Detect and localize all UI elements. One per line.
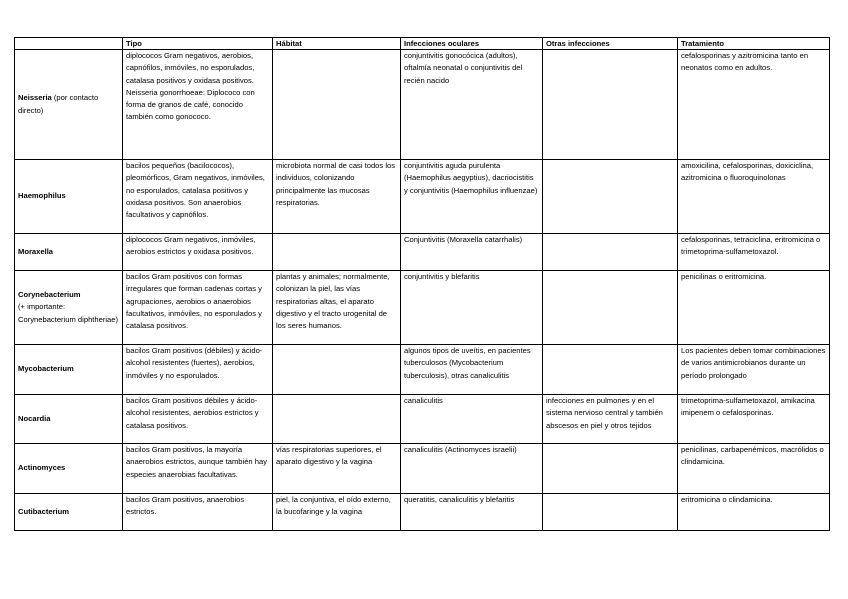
otras-cell <box>543 494 678 531</box>
habitat-cell <box>273 50 401 160</box>
tipo-cell: bacilos pequeños (bacilococos), pleomórficos, Gram negativos, inmóviles, no esporulados, catalasa positivos y oxidasa positivos. Son anaerobios facultativos y capnófilos. <box>123 160 273 234</box>
oculares-cell: queratitis, canaliculitis y blefaritis <box>401 494 543 531</box>
tipo-cell: bacilos Gram positivos débiles y ácido-alcohol resistentes, aerobios estrictos y catalasa positivos. <box>123 395 273 444</box>
oculares-cell: conjuntivitis gonocócica (adultos), oftalmía neonatal o conjuntivitis del recién nacido <box>401 50 543 160</box>
bacteria-name: Corynebacterium <box>18 290 81 300</box>
header-habitat: Hábitat <box>273 38 401 50</box>
otras-cell <box>543 345 678 395</box>
habitat-cell: microbiota normal de casi todos los individuos, colonizando principalmente las mucosas respiratorias. <box>273 160 401 234</box>
bacteria-name-cell <box>15 395 123 444</box>
habitat-cell: plantas y animales; normalmente, colonizan la piel, las vías respiratorias altas, el aparato digestivo y el tracto urogenital de los seres humanos. <box>273 271 401 345</box>
table-row <box>15 160 830 234</box>
tratamiento-cell: amoxicilina, cefalosporinas, doxiciclina, azitromicina o fluoroquinolonas <box>678 160 830 234</box>
otras-cell <box>543 234 678 271</box>
tipo-extra-text: Neisseria gonorrhoeae: Diplococo con forma de granos de café, conocido también como gonococo. <box>126 87 255 122</box>
oculares-cell: canaliculitis (Actinomyces israelii) <box>401 444 543 494</box>
bacteria-name-cell <box>15 345 123 395</box>
table-row <box>15 271 830 345</box>
tratamiento-cell: penicilinas, carbapenémicos, macrólidos o clindamicina. <box>678 444 830 494</box>
bacteria-table <box>14 37 830 531</box>
tipo-cell: diplococos Gram negativos, inmóviles, aerobios estrictos y oxidasa positivos. <box>123 234 273 271</box>
header-empty <box>15 38 123 50</box>
habitat-cell <box>273 345 401 395</box>
tipo-cell: bacilos Gram positivos (débiles) y ácido-alcohol resistentes (fuertes), aerobios, inmóviles y no esporulados. <box>123 345 273 395</box>
oculares-cell: canaliculitis <box>401 395 543 444</box>
tipo-cell <box>123 50 273 160</box>
tratamiento-cell: cefalosporinas, tetraciclina, eritromicina o trimetoprima-sulfametoxazol. <box>678 234 830 271</box>
otras-cell: infecciones en pulmones y en el sistema nervioso central y también abscesos en piel y otros tejidos <box>543 395 678 444</box>
table-row <box>15 234 830 271</box>
oculares-cell: algunos tipos de uveítis, en pacientes tuberculosos (Mycobacterium tuberculosis), otras canaliculitis <box>401 345 543 395</box>
bacteria-name: Nocardia <box>18 413 51 423</box>
tratamiento-cell: Los pacientes deben tomar combinaciones de varios antimicrobianos durante un período prolongado <box>678 345 830 395</box>
table-row <box>15 494 830 531</box>
bacteria-name-cell <box>15 444 123 494</box>
header-otras-infecciones: Otras infecciones <box>543 38 678 50</box>
otras-cell <box>543 160 678 234</box>
otras-cell <box>543 50 678 160</box>
table-row <box>15 50 830 160</box>
habitat-cell <box>273 395 401 444</box>
tratamiento-cell: cefalosporinas y azitromicina tanto en neonatos como en adultos. <box>678 50 830 160</box>
bacteria-name: Neisseria <box>18 93 52 103</box>
header-tratamiento: Tratamiento <box>678 38 830 50</box>
habitat-cell: piel, la conjuntiva, el oído externo, la bucofaringe y la vagina <box>273 494 401 531</box>
habitat-cell <box>273 234 401 271</box>
bacteria-name: Actinomyces <box>18 463 66 473</box>
oculares-cell: conjuntivitis aguda purulenta (Haemophilus aegyptius), dacriocistitis y conjuntivitis (Haemophilus influenzae) <box>401 160 543 234</box>
bacteria-name: Moraxella <box>18 246 54 256</box>
otras-cell <box>543 444 678 494</box>
bacteria-name-cell <box>15 160 123 234</box>
tratamiento-cell: trimetoprima-sulfametoxazol, amikacina imipenem o cefalosporinas. <box>678 395 830 444</box>
tratamiento-cell: eritromicina o clindamicina. <box>678 494 830 531</box>
header-infecciones-oculares: Infecciones oculares <box>401 38 543 50</box>
bacteria-name-cell <box>15 271 123 345</box>
habitat-cell: vías respiratorias superiores, el aparato digestivo y la vagina <box>273 444 401 494</box>
tipo-cell: bacilos Gram positivos con formas irregulares que forman cadenas cortas y agrupaciones, aerobios o anaerobios facultativos, inmóviles, no esporulados y catalasa positivos. <box>123 271 273 345</box>
bacteria-name-cell <box>15 234 123 271</box>
table-row <box>15 395 830 444</box>
oculares-cell: Conjuntivitis (Moraxella catarrhalis) <box>401 234 543 271</box>
bacteria-name: Cutibacterium <box>18 506 70 516</box>
bacteria-name-note: (por contacto directo) <box>18 93 99 115</box>
tipo-text: diplococos Gram negativos, aerobios, capnófilos, inmóviles, no esporulados, catalasa positivos y oxidasa positivos. <box>126 51 255 85</box>
bacteria-name-cell <box>15 50 123 160</box>
oculares-cell: conjuntivitis y blefaritis <box>401 271 543 345</box>
tratamiento-cell: penicilinas o eritromicina. <box>678 271 830 345</box>
tipo-cell: bacilos Gram positivos, anaerobios estrictos. <box>123 494 273 531</box>
header-tipo: Tipo <box>123 38 273 50</box>
table-header-row <box>15 38 830 50</box>
bacteria-name: Haemophilus <box>18 191 66 201</box>
table-row <box>15 444 830 494</box>
otras-cell <box>543 271 678 345</box>
bacteria-name-note: (+ importante: Corynebacterium diphtheriae) <box>18 302 119 324</box>
table-row <box>15 345 830 395</box>
bacteria-name-cell <box>15 494 123 531</box>
tipo-cell: bacilos Gram positivos, la mayoría anaerobios estrictos, aunque también hay especies anaerobias facultativas. <box>123 444 273 494</box>
bacteria-name: Mycobacterium <box>18 364 74 374</box>
